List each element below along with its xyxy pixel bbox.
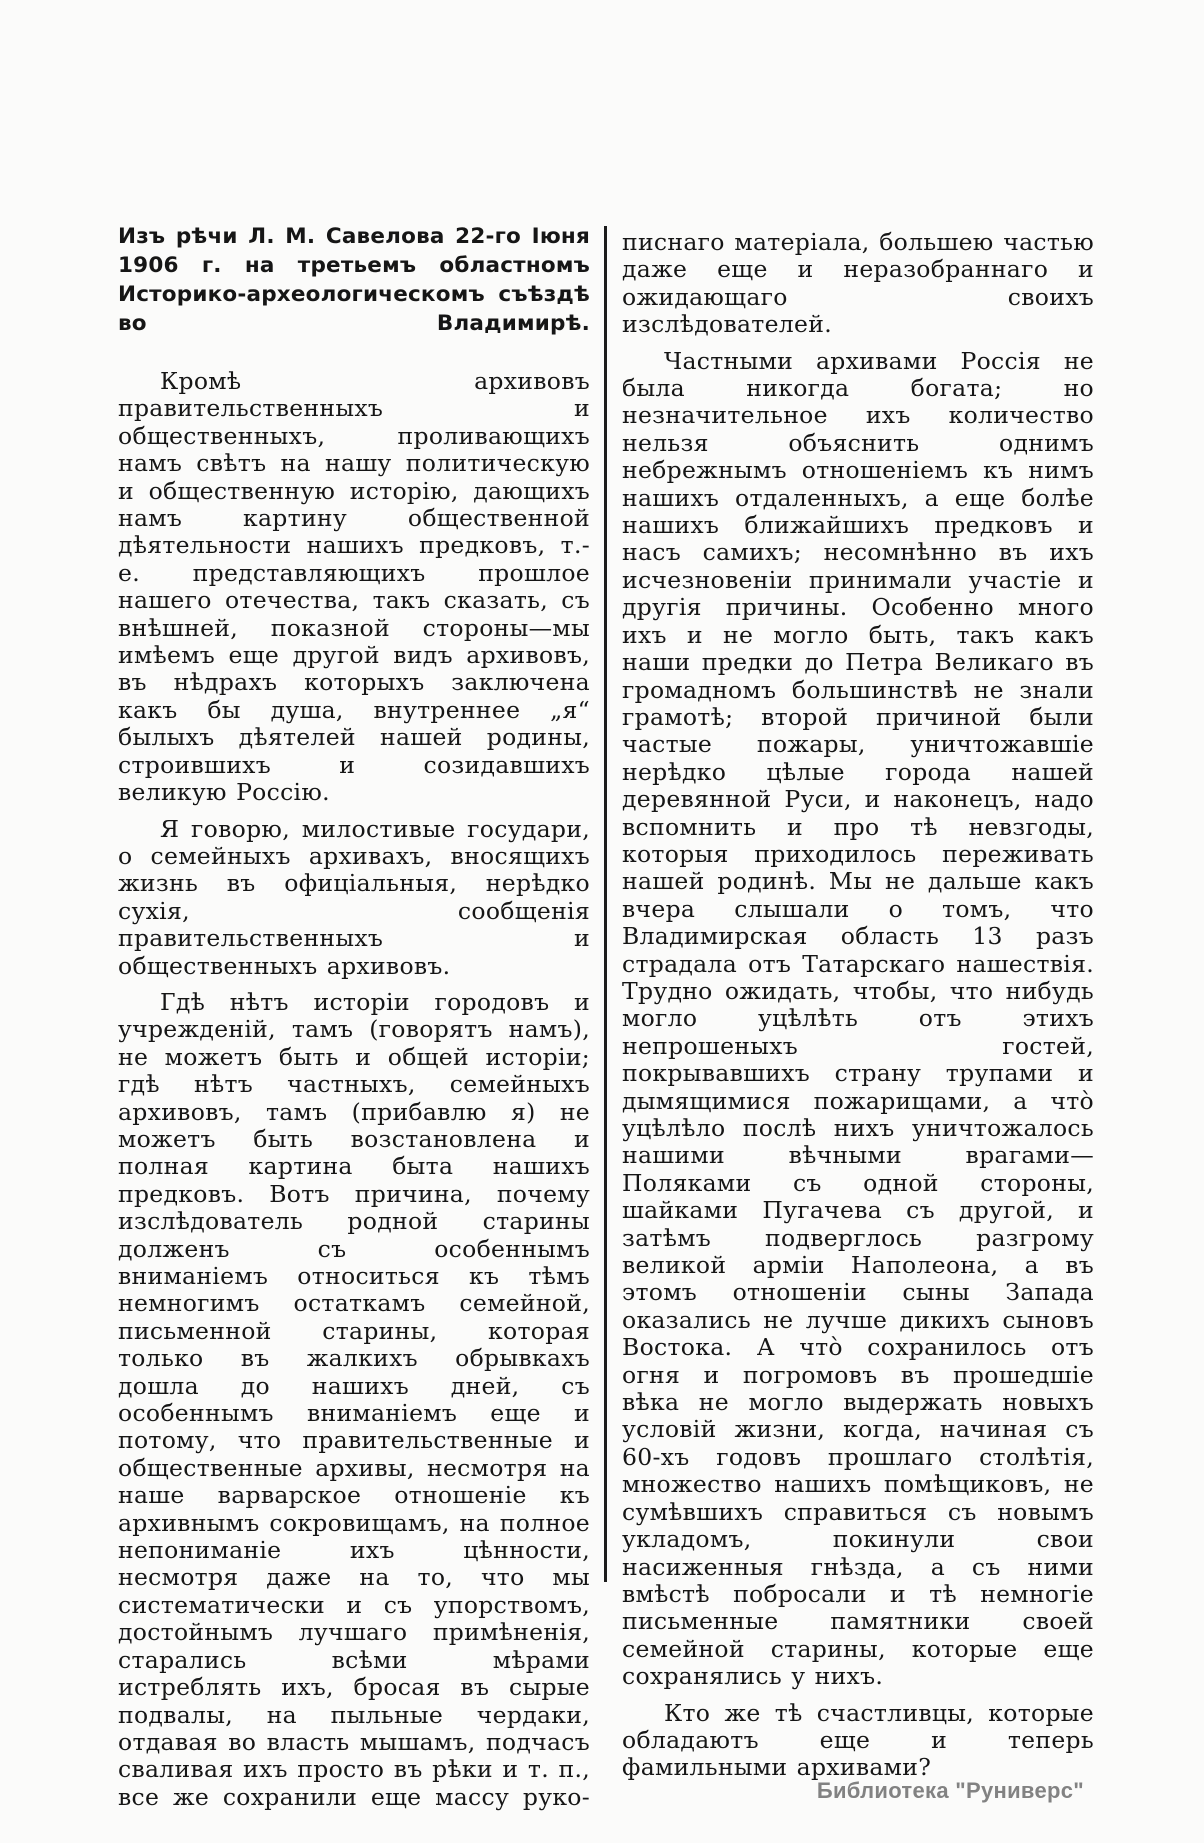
paragraph: Частными архивами Россія не была никогда богата; но незначительное ихъ количество нельзя объяснить однимъ небрежнымъ отношеніемъ къ нимъ нашихъ отдаленныхъ, а еще болѣе нашихъ ближайшихъ предковъ и насъ самихъ; несомнѣнно въ ихъ исчезновеніи принимали участіе и другія причины. Особенно много ихъ и не могло быть, такъ какъ наши предки до Петра Великаго въ громадномъ большинствѣ не знали грамотѣ; второй причиной были частые пожары, уничтожавшіе нерѣдко цѣлые города нашей деревянной Руси, и наконецъ, надо вспомнить и про тѣ невзгоды, которыя приходилось переживать нашей родинѣ. Мы не дальше какъ вчера слышали о томъ, что Владимирская область 13 разъ страдала отъ Татарскаго нашествія. Трудно ожидать, чтобы, что нибудь могло уцѣлѣть отъ этихъ непрошеныхъ гостей, покрывавшихъ страну трупами и дымящимися пожарищами, а чтò уцѣлѣло послѣ нихъ уничтожалось нашими вѣчными врагами—Поляками съ одной стороны, шайками Пугачева съ другой, и затѣмъ подверглось разгрому великой арміи Наполеона, а въ этомъ отношеніи сыны Запада оказались не лучше дикихъ сыновъ Востока. А чтò сохранилось отъ огня и погромовъ въ прошедшіе вѣка не могло выдержать новыхъ условій жизни, когда, начиная съ 60-хъ годовъ прошлаго столѣтія, множество нашихъ помѣщиковъ, не сумѣвшихъ справиться съ новымъ укладомъ, покинули свои насиженныя гнѣзда, а съ ними вмѣстѣ побросали и тѣ немногіе письменные памятники своей семейной старины, которые еще сохранялись у нихъ. <box>622 346 1094 1691</box>
paragraph: Гдѣ нѣтъ исторіи городовъ и учрежденій, тамъ (говорятъ намъ), не можетъ быть и общей исторіи; гдѣ нѣтъ частныхъ, семейныхъ архивовъ, тамъ (прибавлю я) не можетъ быть возстановлена и полная картина быта нашихъ предковъ. Вотъ причина, почему изслѣдователь родной старины долженъ съ особеннымъ вниманіемъ относиться къ тѣмъ немногимъ остаткамъ семейной, письменной старины, которая только въ жалкихъ обрывкахъ дошла до нашихъ дней, съ особеннымъ вниманіемъ еще и потому, что правительственные и общественные архивы, несмотря на наше варварское отношеніе къ архивнымъ сокровищамъ, на полное непониманіе ихъ цѣнности, несмотря даже на то, что мы систематически и съ упорствомъ, достойнымъ лучшаго примѣненія, старались всѣми мѣрами истреблять ихъ, бросая въ сырые подвалы, на пыльные чердаки, отдавая во власть мышамъ, подчасъ сваливая ихъ просто въ рѣки и т. п., все же сохранили еще массу руко- <box>118 987 590 1811</box>
paragraph: Я говорю, милостивые государи, о семейныхъ архивахъ, вносящихъ жизнь въ офиціальныя, нерѣдко сухія, сообщенія правительственныхъ и общественныхъ архивовъ. <box>118 814 590 980</box>
article-heading: Изъ рѣчи Л. М. Савелова 22-го Іюня 1906 г. на третьемъ областномъ Историко-археологическомъ съѣздѣ во Владимирѣ. <box>118 224 590 336</box>
paragraph: Кто же тѣ счастливцы, которые обладаютъ еще и теперь фамильными архивами? <box>622 1698 1094 1782</box>
left-column <box>118 222 590 1811</box>
library-watermark: Библиотека "Руниверс" <box>816 1778 1084 1803</box>
paragraph: Кромѣ архивовъ правительственныхъ и общественныхъ, проливающихъ намъ свѣтъ на нашу политическую и общественную исторію, дающихъ намъ картину общественной дѣятельности нашихъ предковъ, т.-е. представляющихъ прошлое нашего отечества, такъ сказать, съ внѣшней, показной стороны—мы имѣемъ еще другой видъ архивовъ, въ нѣдрахъ которыхъ заключена какъ бы душа, внутреннее „я“ былыхъ дѣятелей нашей родины, строившихъ и созидавшихъ великую Россію. <box>118 367 590 807</box>
column-divider-rule <box>604 226 607 1582</box>
text-block <box>118 222 1094 1811</box>
right-column <box>622 222 1094 1782</box>
paragraph: писнаго матеріала, большею частью даже еще и неразобраннаго и ожидающаго своихъ изслѣдователей. <box>622 228 1094 339</box>
